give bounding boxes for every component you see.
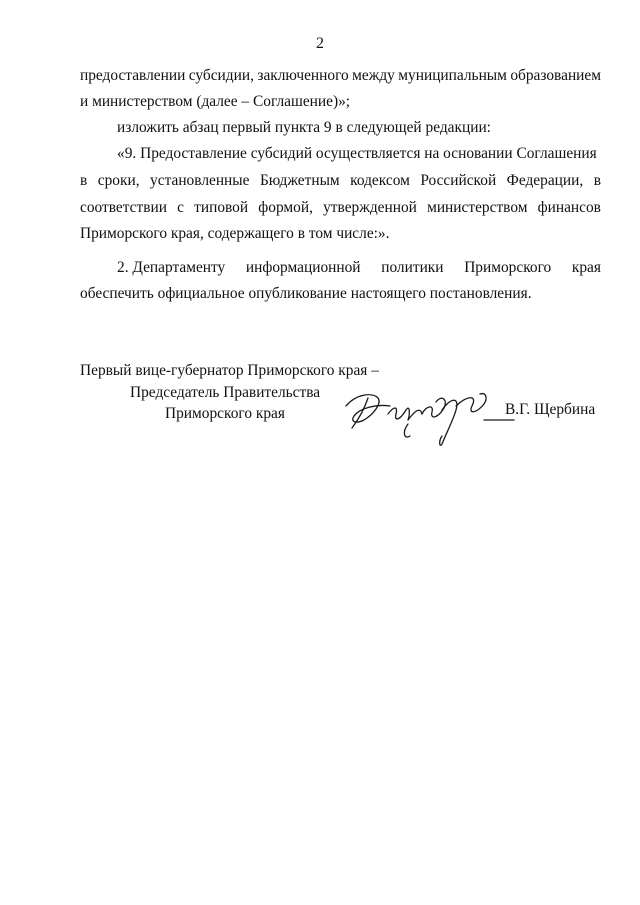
body-line-5 xyxy=(80,171,601,191)
word: в xyxy=(80,172,88,189)
word: финансов xyxy=(537,199,601,216)
body-line-7: Приморского края, содержащего в том числе:». xyxy=(80,225,390,242)
word: в xyxy=(593,172,601,189)
word: информационной xyxy=(245,259,361,276)
word: края xyxy=(571,259,601,276)
word: предоставлении xyxy=(80,67,186,84)
word: Федерации, xyxy=(506,172,584,189)
body-line-4: «9. Предоставление субсидий осуществляется на основании Соглашения xyxy=(117,145,597,162)
word: 2. Департаменту xyxy=(117,259,226,276)
word: сроки, xyxy=(97,172,140,189)
word: между xyxy=(352,67,395,84)
signer-position-line-2: Председатель Правительства xyxy=(130,384,321,401)
word: соответствии xyxy=(80,199,167,216)
body-line-2: и министерством (далее – Соглашение)»; xyxy=(80,93,351,110)
signer-position-line-3: Приморского края xyxy=(165,405,285,422)
word: политики xyxy=(381,259,444,276)
word: утвержденной xyxy=(323,199,417,216)
word: образованием xyxy=(510,67,601,84)
body-line-9: обеспечить официальное опубликование настоящего постановления. xyxy=(80,285,532,302)
word: Приморского xyxy=(464,259,552,276)
word: с xyxy=(177,199,184,216)
word: министерством xyxy=(427,199,528,216)
signer-name: В.Г. Щербина xyxy=(505,401,596,418)
word: установленные xyxy=(150,172,250,189)
body-line-8 xyxy=(117,258,601,278)
word: кодексом xyxy=(350,172,410,189)
body-line-3: изложить абзац первый пункта 9 в следующей редакции: xyxy=(117,119,491,136)
word: муниципальным xyxy=(398,67,507,84)
body-line-1 xyxy=(80,66,601,86)
signer-position-line-1: Первый вице-губернатор Приморского края – xyxy=(80,362,379,379)
word: Российской xyxy=(420,172,497,189)
word: формой, xyxy=(258,199,313,216)
word: Бюджетным xyxy=(259,172,340,189)
word: заключенного xyxy=(257,67,349,84)
word: типовой xyxy=(194,199,249,216)
page-number: 2 xyxy=(316,35,324,52)
word: субсидии, xyxy=(188,67,254,84)
body-line-6 xyxy=(80,198,601,218)
